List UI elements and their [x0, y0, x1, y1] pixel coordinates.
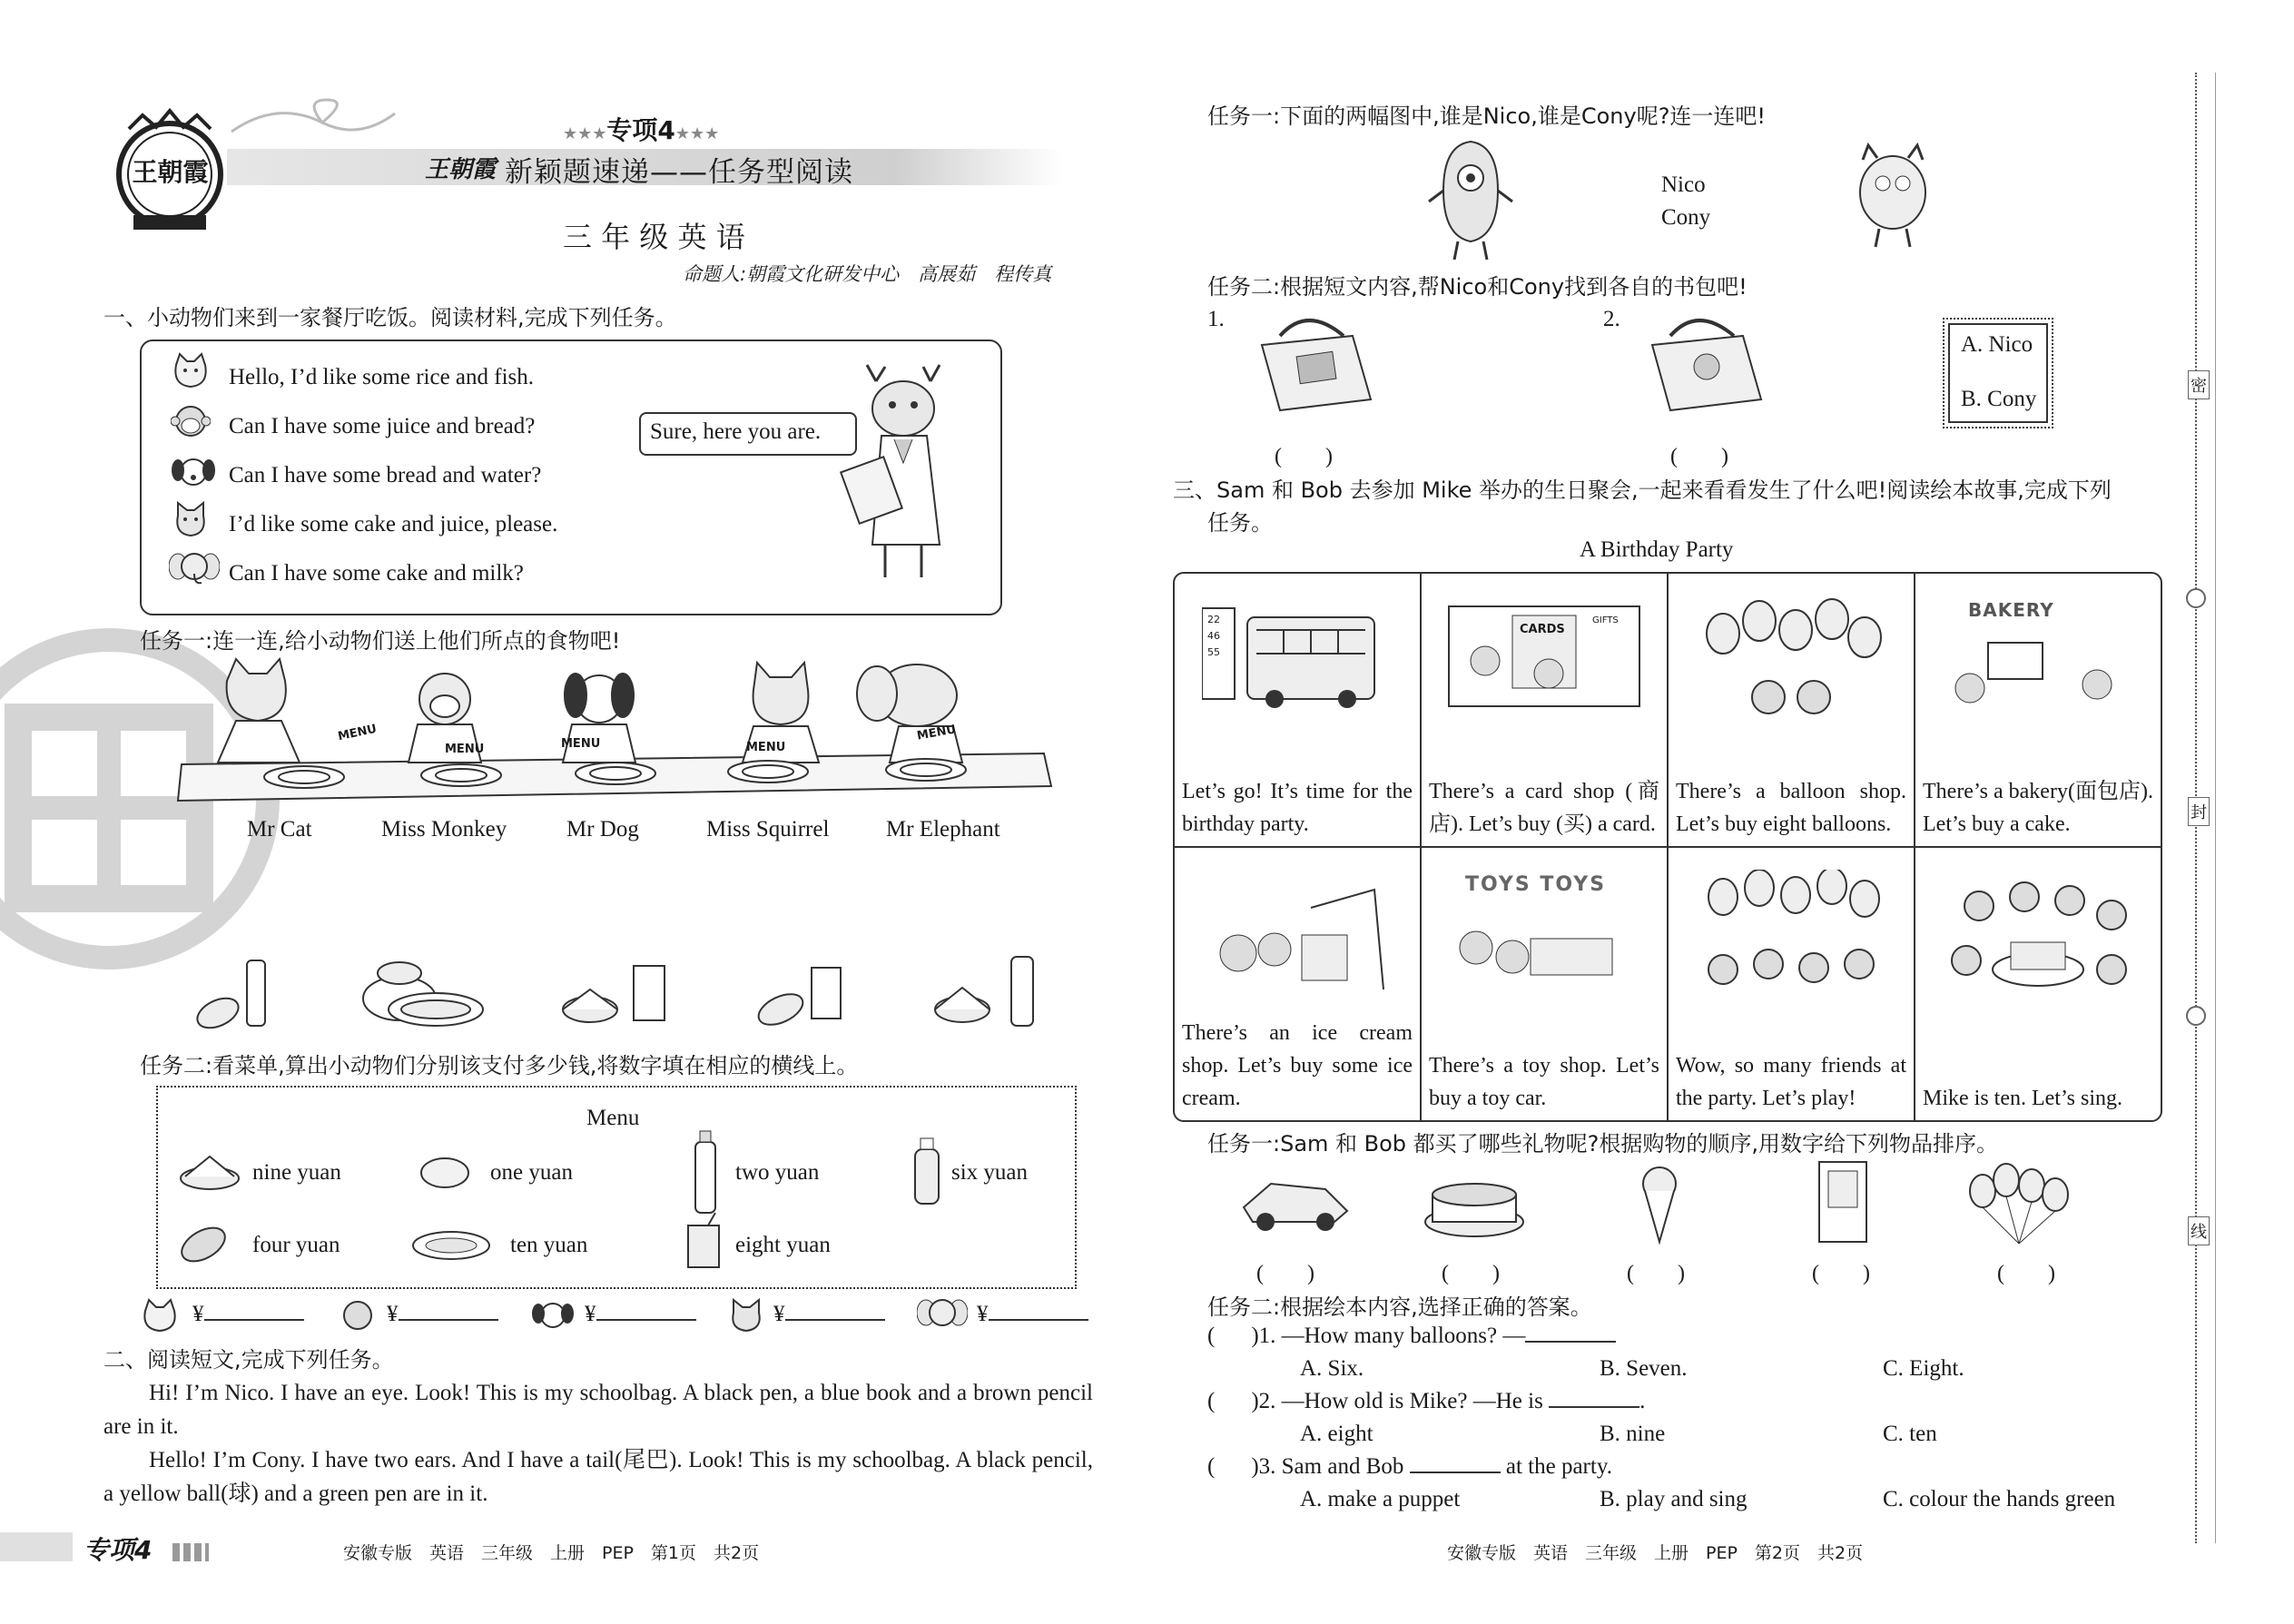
menu-label-5: MENU	[916, 723, 958, 743]
section3-task1: 任务一:Sam 和 Bob 都买了哪些礼物呢?根据购物的顺序,用数字给下列物品排序。	[1207, 1131, 1999, 1156]
menu-label-3: MENU	[561, 737, 601, 751]
speech-text: Sure, here you are.	[650, 419, 822, 444]
binding-solid-line	[2215, 73, 2216, 1543]
banner-brand: 王朝霞	[425, 156, 497, 183]
footer-squares	[172, 1543, 209, 1561]
story-panel-4	[1915, 574, 2161, 848]
order-answer-5[interactable]: ( )	[1997, 1262, 2055, 1285]
payment-cat-icon	[140, 1298, 180, 1333]
question-2-blank[interactable]	[1549, 1406, 1639, 1408]
sign-gifts: GIFTS	[1592, 615, 1619, 625]
story-panel-6	[1422, 848, 1669, 1120]
squirrel-face-icon	[171, 501, 211, 537]
dialog-line-5: Can I have some cake and milk?	[229, 561, 524, 586]
section2-para2: Hello! I’m Cony. I have two ears. And I have a tail(尾巴). Look! This is my schoolbag. A black pencil, a yellow ball(球) and a green pen are in it.	[103, 1448, 1093, 1506]
dog-face-icon	[171, 454, 216, 490]
q3-option-c: C. colour the hands green	[1883, 1487, 2116, 1511]
story-panel-3	[1669, 574, 1915, 848]
bag-num-2: 2.	[1603, 307, 1620, 331]
monkey-face-icon	[171, 403, 211, 439]
bag-num-1: 1.	[1207, 307, 1225, 331]
water-bottle-icon	[692, 1129, 719, 1215]
card-gift-icon	[1816, 1158, 1870, 1245]
birthday-cake-party-illustration	[1934, 870, 2142, 1006]
bag-answer-2[interactable]: ( )	[1670, 445, 1728, 468]
panel-text-4: There’s a bakery(面包店). Let’s buy a cake.	[1923, 780, 2153, 836]
story-title: A Birthday Party	[1580, 537, 1734, 562]
menu-label-1: MENU	[336, 722, 379, 744]
menu-title: Menu	[586, 1106, 640, 1130]
authors: 命题人:朝霞文化研发中心 高展茹 程传真	[683, 263, 1052, 285]
banner-title: 新颖题速递——任务型阅读	[505, 156, 853, 189]
deer-waiter-illustration	[840, 363, 976, 581]
payment-dog-field[interactable]: ¥	[585, 1298, 696, 1331]
bag-answer-1[interactable]: ( )	[1275, 445, 1333, 468]
footer-left-bar	[0, 1532, 73, 1561]
menu-item-3: two yuan	[735, 1160, 820, 1185]
menu-label-4: MENU	[746, 741, 786, 754]
panel-text-6: There’s a toy shop. Let’s buy a toy car.	[1429, 1054, 1659, 1110]
bus-number-1: 22	[1207, 614, 1220, 625]
animal-name-3: Mr Dog	[566, 817, 639, 842]
payment-dog-icon	[530, 1298, 576, 1333]
menu-item-1: nine yuan	[252, 1160, 341, 1185]
rice-icon	[418, 1155, 472, 1191]
payment-squirrel-icon	[726, 1298, 766, 1333]
footer-right: 安徽专版 英语 三年级 上册 PEP 第2页 共2页	[1447, 1543, 1864, 1563]
bus-number-2: 46	[1207, 630, 1220, 642]
fish-icon	[410, 1229, 492, 1262]
dialog-line-3: Can I have some bread and water?	[229, 463, 542, 487]
q2-option-b: B. nine	[1600, 1422, 1666, 1446]
panel-text-3: There’s a balloon shop. Let’s buy eight balloons.	[1676, 780, 1906, 836]
cony-monster-illustration	[1852, 142, 1934, 251]
section1-task1: 任务一:连一连,给小动物们送上他们所点的食物吧!	[140, 628, 621, 654]
sign-toys: TOYS TOYS	[1465, 873, 1607, 896]
option-a: A. Nico	[1961, 332, 2033, 357]
section3-heading-line1: 三、Sam 和 Bob 去参加 Mike 举办的生日聚会,一起来看看发生了什么吧!阅读绘本故事,完成下列	[1173, 477, 2112, 503]
order-answer-2[interactable]: ( )	[1442, 1262, 1500, 1285]
section1-task2: 任务二:看菜单,算出小动物们分别该支付多少钱,将数字填在相应的横线上。	[140, 1053, 859, 1078]
order-answer-4[interactable]: ( )	[1812, 1262, 1870, 1285]
story-panel-8	[1915, 848, 2161, 1120]
side-label-xian: 线	[2188, 1216, 2210, 1245]
ice-cream-icon	[1639, 1164, 1679, 1245]
dialog-line-4: I’d like some cake and juice, please.	[229, 512, 558, 536]
section3-task2: 任务二:根据绘本内容,选择正确的答案。	[1207, 1294, 1592, 1320]
question-3: ( )3. Sam and Bob at the party.	[1207, 1454, 1612, 1479]
elephant-face-icon	[169, 550, 220, 586]
juice-icon	[683, 1213, 726, 1269]
name-nico: Nico	[1661, 172, 1706, 197]
story-grid	[1173, 572, 2162, 1122]
q2-option-a: A. eight	[1300, 1422, 1373, 1446]
bread-icon	[176, 1222, 231, 1267]
sign-bakery: BAKERY	[1968, 599, 2054, 621]
menu-item-2: one yuan	[490, 1160, 573, 1185]
footer-special-label: 专项4	[84, 1535, 153, 1565]
section2-para1: Hi! I’m Nico. I have an eye. Look! This is my schoolbag. A black pen, a blue book and a brown pencil are in it.	[103, 1381, 1093, 1439]
menu-item-7: eight yuan	[735, 1233, 831, 1257]
story-panel-5	[1175, 848, 1422, 1120]
story-panel-7	[1669, 848, 1915, 1120]
name-cony: Cony	[1661, 205, 1711, 230]
payment-monkey-icon	[338, 1298, 378, 1333]
panel-text-7: Wow, so many friends at the party. Let’s play!	[1676, 1054, 1906, 1110]
schoolbag-1-illustration	[1244, 309, 1380, 418]
animal-name-4: Miss Squirrel	[706, 817, 830, 842]
section1-heading: 一、小动物们来到一家餐厅吃饭。阅读材料,完成下列任务。	[103, 305, 677, 330]
menu-item-6: ten yuan	[510, 1233, 588, 1257]
s2-task1: 任务一:下面的两幅图中,谁是Nico,谁是Cony呢?连一连吧!	[1207, 103, 1767, 129]
menu-item-5: four yuan	[252, 1233, 340, 1257]
section3-heading-line2: 任务。	[1207, 510, 1273, 536]
question-3-blank[interactable]	[1410, 1471, 1501, 1473]
cake-icon	[178, 1151, 241, 1191]
order-answer-3[interactable]: ( )	[1627, 1262, 1685, 1285]
payment-monkey-field[interactable]: ¥	[387, 1298, 498, 1331]
q2-option-c: C. ten	[1883, 1422, 1937, 1446]
payment-squirrel-field[interactable]: ¥	[773, 1298, 885, 1331]
question-2: ( )2. —How old is Mike? —He is .	[1207, 1389, 1646, 1413]
balloon-shop-illustration	[1687, 597, 1895, 724]
menu-label-2: MENU	[445, 743, 485, 756]
question-1-blank[interactable]	[1525, 1341, 1616, 1343]
side-label-feng: 封	[2188, 797, 2210, 826]
cat-face-icon	[171, 352, 211, 389]
q1-option-c: C. Eight.	[1883, 1356, 1964, 1381]
bus-illustration	[1202, 599, 1383, 708]
ice-cream-shop-illustration	[1202, 871, 1402, 999]
sign-cards: CARDS	[1520, 623, 1565, 636]
option-b: B. Cony	[1961, 387, 2037, 411]
q3-option-a: A. make a puppet	[1300, 1487, 1461, 1511]
section2-heading: 二、阅读短文,完成下列任务。	[103, 1347, 394, 1373]
question-1: ( )1. —How many balloons? —	[1207, 1320, 1616, 1353]
panel-text-2: There’s a card shop (商店). Let’s buy (买) a card.	[1429, 780, 1659, 836]
q1-option-a: A. Six.	[1300, 1356, 1364, 1381]
animal-name-5: Mr Elephant	[886, 817, 1000, 842]
payment-elephant-field[interactable]: ¥	[977, 1298, 1088, 1331]
binding-hole-1	[2186, 588, 2206, 608]
menu-item-4: six yuan	[951, 1160, 1029, 1185]
milk-bottle-icon	[911, 1137, 942, 1206]
schoolbag-2-illustration	[1634, 309, 1770, 418]
footer-left: 安徽专版 英语 三年级 上册 PEP 第1页 共2页	[343, 1543, 760, 1563]
balloons-icon	[1961, 1158, 2079, 1245]
q1-option-b: B. Seven.	[1600, 1356, 1688, 1381]
s2-task2: 任务二:根据短文内容,帮Nico和Cony找到各自的书包吧!	[1207, 274, 1748, 300]
animal-name-1: Mr Cat	[247, 817, 312, 842]
cake-gift-icon	[1420, 1167, 1529, 1240]
animal-name-2: Miss Monkey	[381, 817, 507, 842]
panel-text-1: Let’s go! It’s time for the birthday party.	[1182, 780, 1413, 836]
payment-elephant-icon	[917, 1296, 968, 1333]
food-options-illustration	[191, 944, 1062, 1035]
panel-text-5: There’s an ice cream shop. Let’s buy some ice cream.	[1182, 1021, 1413, 1110]
special-label: ★★★专项4★★★	[563, 115, 720, 145]
binding-hole-2	[2186, 1006, 2206, 1026]
payment-cat-field[interactable]: ¥	[192, 1298, 304, 1331]
subject-title: 三 年 级 英 语	[563, 220, 745, 254]
order-answer-1[interactable]: ( )	[1256, 1262, 1314, 1285]
dialog-line-2: Can I have some juice and bread?	[229, 414, 536, 438]
story-panel-2	[1422, 574, 1669, 848]
q3-option-b: B. play and sing	[1600, 1487, 1748, 1511]
panel-text-8: Mike is ten. Let’s sing.	[1923, 1087, 2122, 1110]
dialog-line-1: Hello, I’d like some rice and fish.	[229, 365, 535, 389]
logo-text: 王朝霞	[132, 157, 209, 187]
side-label-mi: 密	[2188, 370, 2210, 399]
party-friends-illustration	[1687, 870, 1895, 1006]
bus-number-3: 55	[1207, 646, 1220, 658]
nico-monster-illustration	[1425, 136, 1516, 263]
toy-car-icon	[1235, 1171, 1353, 1235]
story-panel-1	[1175, 574, 1422, 848]
